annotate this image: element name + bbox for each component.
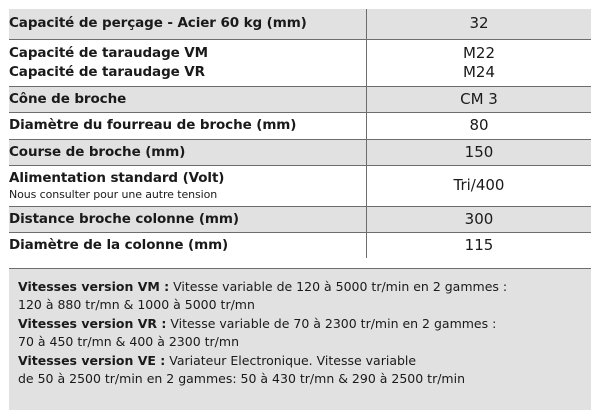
- note-vm: [18, 278, 582, 315]
- note-title: Vitesses version VE :: [18, 352, 166, 368]
- row-sublabel: Nous consulter pour une autre tension: [9, 188, 218, 201]
- table-row: [9, 39, 591, 86]
- note-text: 70 à 450 tr/mn & 400 à 2300 tr/mn: [18, 334, 239, 350]
- note-ve: [18, 352, 582, 389]
- spec-table: [9, 9, 591, 258]
- table-row: [9, 232, 591, 258]
- note-text: Vitesse variable de 70 à 2300 tr/min en 2 gammes :: [170, 315, 497, 331]
- note-text: Variateur Electronique. Vitesse variable: [169, 352, 417, 368]
- row-label: Course de broche (mm): [9, 139, 367, 165]
- row-label: Cône de broche: [9, 86, 367, 112]
- note-text: 120 à 880 tr/mn & 1000 à 5000 tr/mn: [18, 297, 255, 313]
- row-label: Diamètre de la colonne (mm): [9, 232, 367, 258]
- row-label: Distance broche colonne (mm): [9, 206, 367, 232]
- row-value: 300: [367, 206, 592, 232]
- row-label: Diamètre du fourreau de broche (mm): [9, 112, 367, 139]
- table-row: [9, 9, 591, 39]
- row-value: 80: [367, 112, 592, 139]
- note-text: de 50 à 2500 tr/min en 2 gammes: 50 à 430 tr/mn & 290 à 2500 tr/min: [18, 371, 466, 387]
- table-row: [9, 206, 591, 232]
- row-value: 32: [367, 9, 592, 39]
- note-text: Vitesse variable de 120 à 5000 tr/min en 2 gammes :: [173, 279, 508, 294]
- row-value: 150: [367, 139, 592, 165]
- row-value: Tri/400: [367, 165, 592, 206]
- row-value: CM 3: [367, 86, 592, 112]
- row-value: 115: [367, 232, 592, 258]
- note-title: Vitesses version VM :: [18, 279, 170, 294]
- table-row: [9, 139, 591, 165]
- table-row: [9, 112, 591, 139]
- note-title: Vitesses version VR :: [18, 315, 167, 331]
- speed-notes: [9, 268, 591, 410]
- row-value: M22 M24: [367, 39, 592, 86]
- table-row: [9, 86, 591, 112]
- row-label: Capacité de perçage - Acier 60 kg (mm): [9, 9, 367, 39]
- row-label: Alimentation standard (Volt) Nous consulter pour une autre tension: [9, 165, 367, 206]
- table-row: [9, 165, 591, 206]
- row-label: Capacité de taraudage VM Capacité de taraudage VR: [9, 39, 367, 86]
- note-vr: [18, 315, 582, 352]
